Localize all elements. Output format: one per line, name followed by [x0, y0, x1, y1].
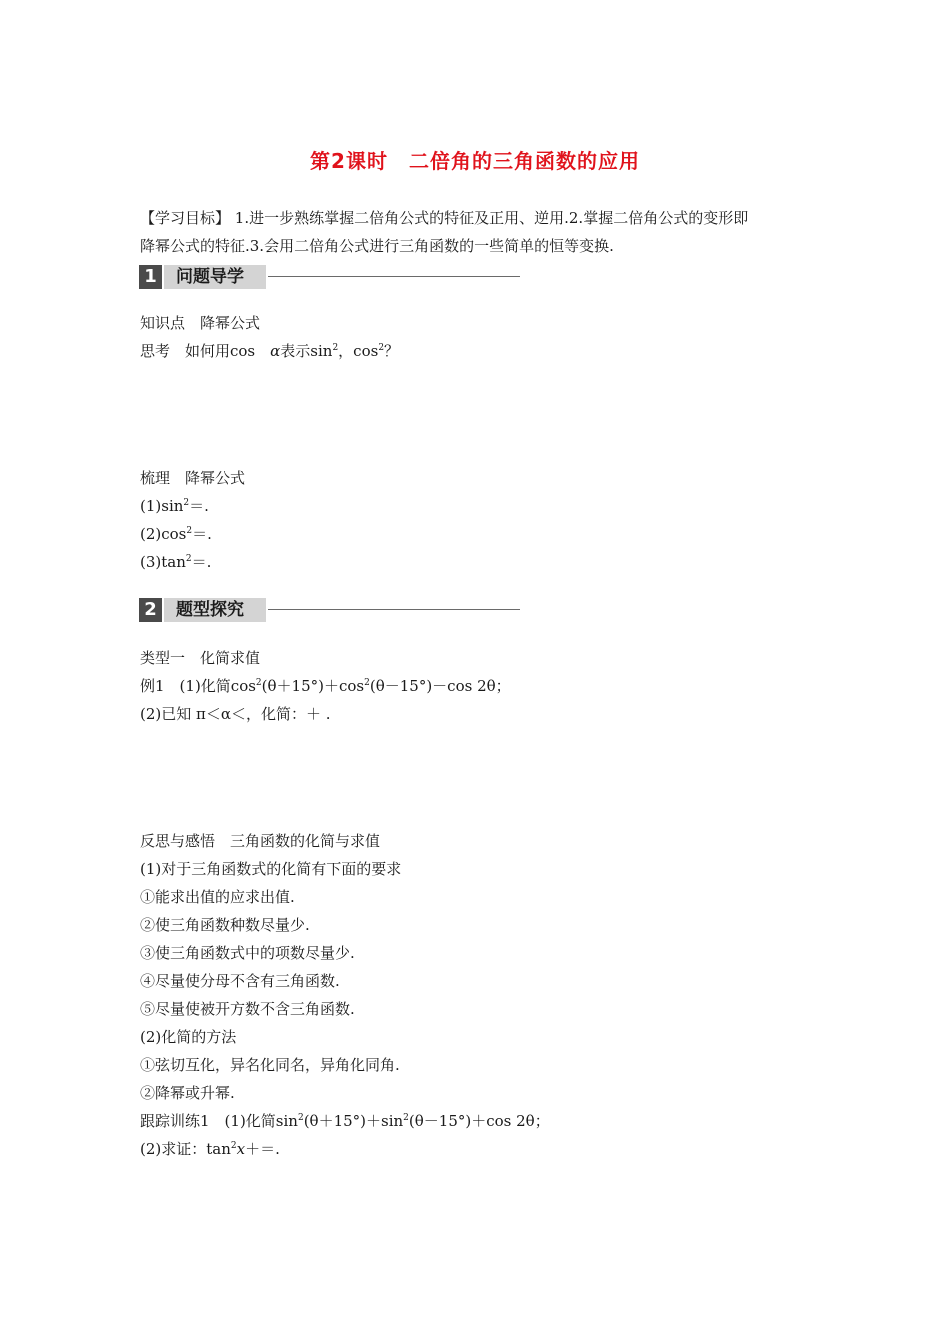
section-number: 1 — [139, 265, 162, 289]
reflection-line: ②使三角函数种数尽量少. — [140, 916, 310, 934]
summary-heading: 梳理 降幂公式 — [140, 469, 246, 487]
think-question: 思考 如何用cos α表示$\sin^2$，$\cos^2$？ — [140, 342, 400, 360]
learning-goals — [140, 204, 820, 260]
section-label: 题型探究 — [164, 598, 266, 622]
reflection-line: ①能求出值的应求出值. — [140, 888, 295, 906]
example-1-part2: (2)已知 π＜α＜，化简：＋ . — [140, 705, 331, 723]
practice-1-part1: 跟踪训练1 (1)化简$\sin^2(\theta+15^\circ)+\sin^2(\theta-15^\circ)+\cos$ 2θ； — [140, 1112, 550, 1130]
summary-item-2: $(2)\cos^2=$. — [140, 525, 212, 543]
reflection-line: (1)对于三角函数式的化简有下面的要求 — [140, 860, 402, 878]
reflection-heading: 反思与感悟 三角函数的化简与求值 — [140, 832, 381, 850]
practice-1-part2: (2)求证：$\tan^2x+=$. — [140, 1140, 280, 1158]
example-1-part1: 例1 (1)化简$\cos^2(\theta+15^\circ)+\cos^2(\theta-15^\circ)-\cos$ 2θ； — [140, 677, 511, 695]
summary-item-1: $(1)\sin^2=$. — [140, 497, 209, 515]
section-rule — [268, 609, 520, 610]
type1-heading: 类型一 化简求值 — [140, 649, 261, 667]
section-label: 问题导学 — [164, 265, 266, 289]
page-title: 第2课时 二倍角的三角函数的应用 — [310, 149, 640, 173]
reflection-line: ⑤尽量使被开方数不含三角函数. — [140, 1000, 355, 1018]
reflection-line: (2)化简的方法 — [140, 1028, 237, 1046]
goals-text-1: 1.进一步熟练掌握二倍角公式的特征及正用、逆用.2.掌握二倍角公式的变形即 — [234, 209, 749, 227]
goals-text-2: 降幂公式的特征.3.会用二倍角公式进行三角函数的一些简单的恒等变换. — [140, 237, 614, 255]
reflection-line: ④尽量使分母不含有三角函数. — [140, 972, 340, 990]
section-rule — [268, 276, 520, 277]
reflection-line: ③使三角函数式中的项数尽量少. — [140, 944, 355, 962]
goals-label: 【学习目标】 — [140, 209, 231, 227]
reflection-line: ②降幂或升幂. — [140, 1084, 235, 1102]
section-number: 2 — [139, 598, 162, 622]
reflection-line: ①弦切互化，异名化同名，异角化同角. — [140, 1056, 400, 1074]
summary-item-3: $(3)\tan^2=$. — [140, 553, 212, 571]
knowledge-heading: 知识点 降幂公式 — [140, 314, 261, 332]
